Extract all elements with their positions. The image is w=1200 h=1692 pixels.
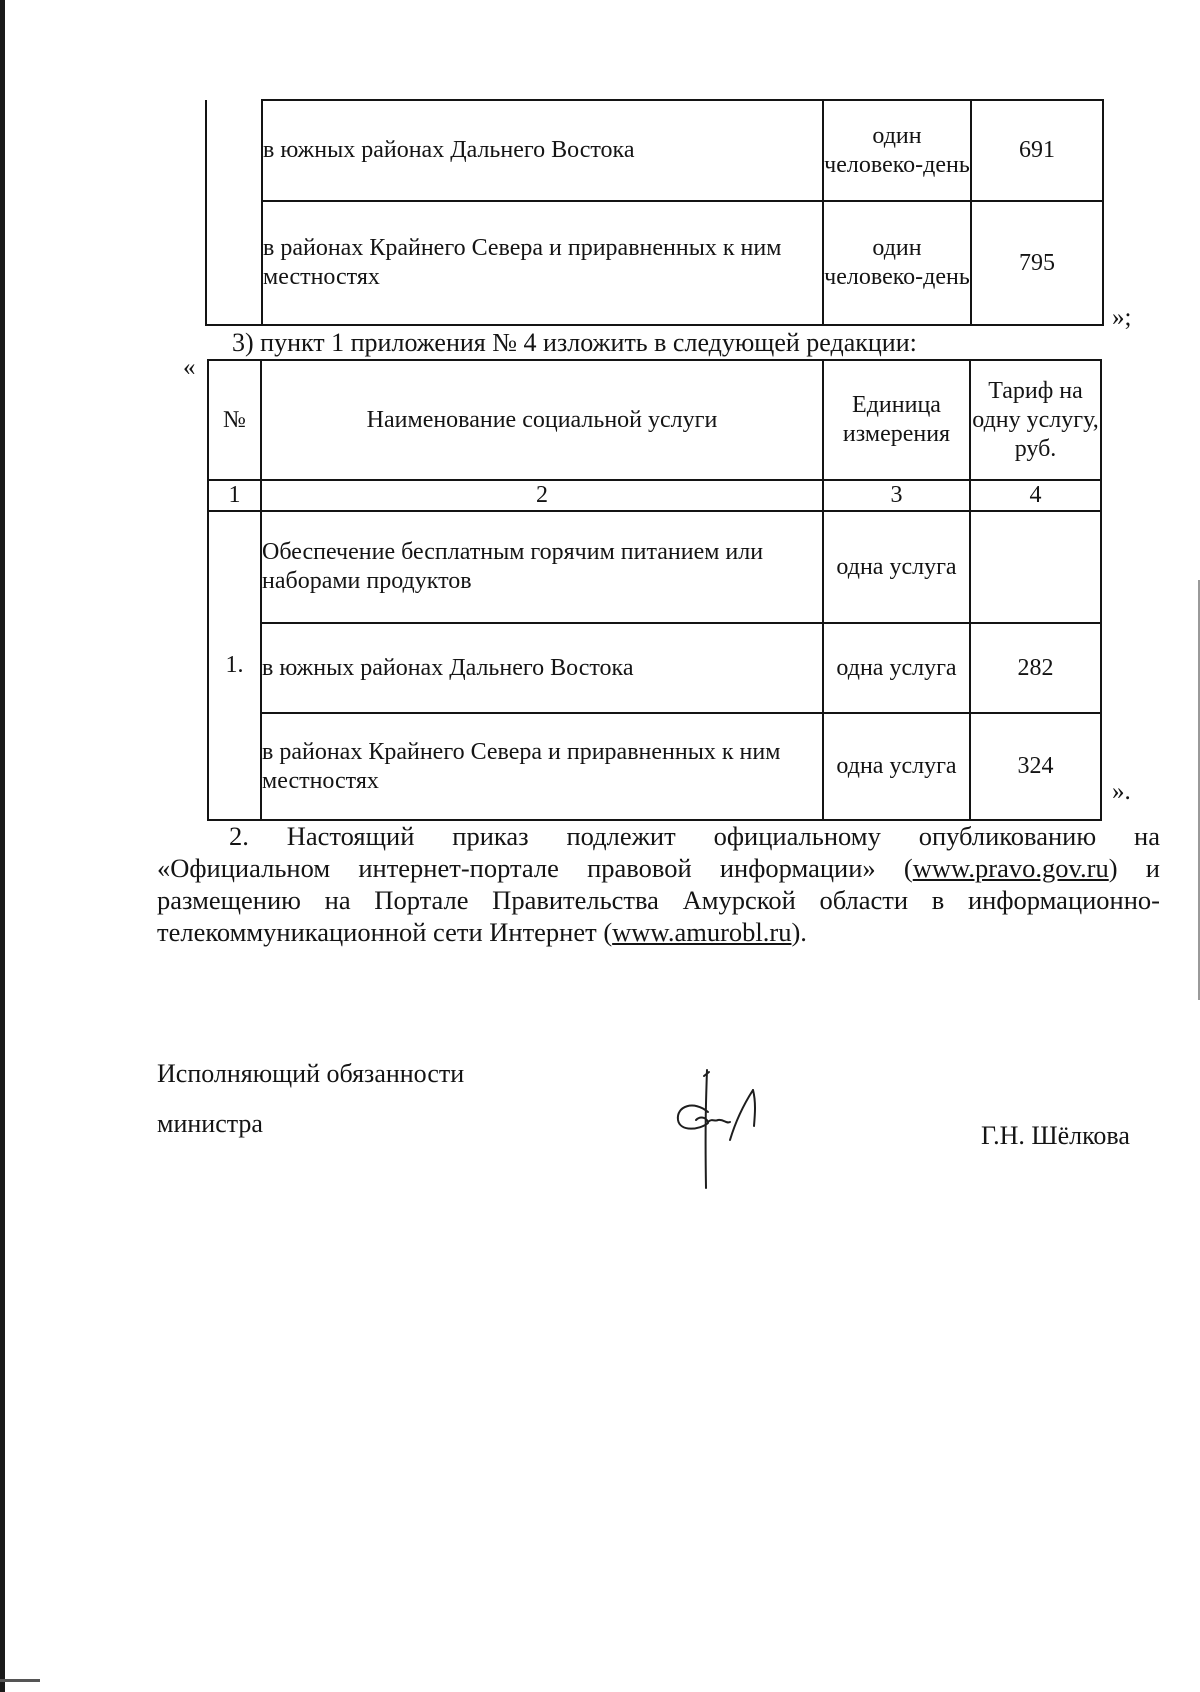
closing-quote: »; [1112, 304, 1132, 331]
column-header-name: Наименование социальной услуги [261, 360, 823, 480]
tariff-cell: 282 [970, 623, 1101, 713]
column-header-number: № [208, 360, 261, 480]
unit-cell: одна услуга [823, 713, 970, 820]
handwritten-signature [660, 1060, 790, 1200]
item-number-cell: 1. [208, 511, 261, 820]
column-header-unit: Единица измерения [823, 360, 970, 480]
table-row [206, 201, 1103, 325]
tariff-cell: 795 [971, 201, 1103, 325]
table-row [208, 713, 1101, 820]
scan-edge [0, 1679, 40, 1682]
column-number: 2 [261, 480, 823, 511]
amurobl-link[interactable]: www.amurobl.ru [612, 917, 792, 947]
table-header-row [208, 360, 1101, 480]
service-name-cell: в районах Крайнего Севера и приравненных к ним местностях [261, 713, 823, 820]
table-row [208, 511, 1101, 623]
publication-paragraph [157, 820, 1160, 948]
paragraph-line: 2. Настоящий приказ подлежит официальному опубликованию на [229, 821, 1160, 851]
number-cell [206, 100, 262, 325]
column-header-tariff: Тариф на одну услугу, руб. [970, 360, 1101, 480]
service-name-cell: в районах Крайнего Севера и приравненных к ним местностях [262, 201, 823, 325]
opening-quote: « [183, 354, 196, 381]
service-name-cell: в южных районах Дальнего Востока [261, 623, 823, 713]
pravo-link[interactable]: www.pravo.gov.ru [912, 853, 1109, 883]
column-numbers-row [208, 480, 1101, 511]
table-row [206, 100, 1103, 201]
unit-cell: одна услуга [823, 623, 970, 713]
tariff-cell: 691 [971, 100, 1103, 201]
amendment-heading: 3) пункт 1 приложения № 4 изложить в следующей редакции: [232, 328, 917, 357]
tariff-cell [970, 511, 1101, 623]
tariff-cell: 324 [970, 713, 1101, 820]
signatory-title: Исполняющий обязанности [157, 1059, 465, 1088]
unit-cell: одна услуга [823, 511, 970, 623]
unit-cell: один человеко-день [823, 100, 971, 201]
column-number: 3 [823, 480, 970, 511]
paragraph-line: телекоммуникационной сети Интернет (www.amurobl.ru). [157, 917, 807, 947]
tariff-table [207, 359, 1102, 821]
paragraph-line: размещению на Портале Правительства Амурской области в информационно- [157, 885, 1160, 915]
table-row [208, 623, 1101, 713]
paragraph-line: «Официальном интернет-портале правовой информации» (www.pravo.gov.ru) и [157, 853, 1160, 883]
closing-quote: ». [1112, 778, 1131, 805]
column-number: 4 [970, 480, 1101, 511]
unit-cell: один человеко-день [823, 201, 971, 325]
signatory-title-2: министра [157, 1109, 263, 1138]
tariff-table-continuation [205, 99, 1104, 326]
service-name-cell: в южных районах Дальнего Востока [262, 100, 823, 201]
service-name-cell: Обеспечение бесплатным горячим питанием или наборами продуктов [261, 511, 823, 623]
column-number: 1 [208, 480, 261, 511]
scan-edge [0, 0, 5, 1692]
signatory-name: Г.Н. Шёлкова [981, 1121, 1130, 1150]
